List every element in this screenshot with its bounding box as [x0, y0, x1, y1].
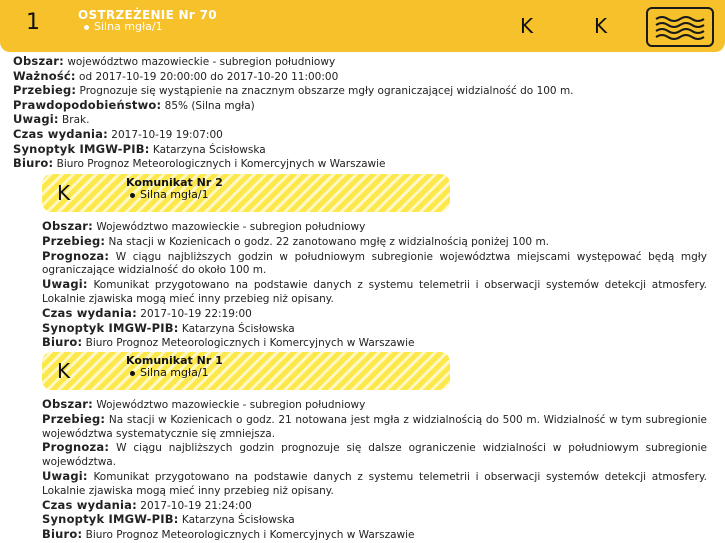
warning-details [13, 55, 707, 172]
header-k-icon-1[interactable]: K [520, 14, 534, 38]
kom2-czas-wydania: Czas wydania: 2017-10-19 22:19:00 [42, 305, 252, 320]
komunikat-k-icon: K [57, 359, 71, 383]
warning-level: 1 [26, 10, 40, 35]
warning-subtitle [84, 20, 163, 33]
komunikat-details-1 [42, 398, 707, 543]
detail-czas-wydania: Czas wydania: 2017-10-19 19:07:00 [13, 126, 223, 141]
komunikat-title: Komunikat Nr 2 [126, 176, 223, 189]
kom1-obszar: Obszar: Województwo mazowieckie - subregion południowy [42, 397, 366, 411]
bullet-icon [130, 371, 135, 376]
kom1-biuro: Biuro: Biuro Prognoz Meteorologicznych i Komercyjnych w Warszawie [42, 527, 415, 542]
warning-title: OSTRZEŻENIE Nr 70 [78, 8, 217, 22]
kom2-prognoza: Prognoza: W ciągu najbliższych godzin w południowym subregionie województwa miejscami występować będą mgły ograniczające widzialność do około 100 m. [42, 248, 707, 277]
kom2-synoptyk: Synoptyk IMGW-PIB: Katarzyna Ścisłowska [42, 320, 295, 335]
detail-prawdopodobienstwo: Prawdopodobieństwo: 85% (Silna mgła) [13, 97, 255, 112]
komunikat-details-2 [42, 220, 707, 351]
detail-uwagi: Uwagi: Brak. [13, 112, 90, 127]
detail-biuro: Biuro: Biuro Prognoz Meteorologicznych i Komercyjnych w Warszawie [13, 156, 386, 171]
detail-obszar: Obszar: województwo mazowieckie - subregion południowy [13, 54, 336, 68]
komunikat-header-1[interactable] [42, 352, 450, 390]
kom1-przebieg: Przebieg: Na stacji w Kozienicach o godz. 21 notowana jest mgła z widzialnością do 500 m. Widzialność w tym subregionie województwa systematycznie się zmniejsza. [42, 411, 707, 440]
bullet-icon [84, 25, 89, 30]
kom2-uwagi: Uwagi: Komunikat przygotowano na podstawie danych z systemu telemetrii i obserwacji systemów detekcji atmosfery. Lokalnie zjawiska mogą mieć inny przebieg niż opisany. [42, 277, 707, 305]
kom1-synoptyk: Synoptyk IMGW-PIB: Katarzyna Ścisłowska [42, 512, 295, 527]
komunikat-k-icon: K [57, 181, 71, 205]
komunikat-header-2[interactable] [42, 174, 450, 212]
komunikat-subtitle: Silna mgła/1 [130, 188, 209, 201]
bullet-icon [130, 193, 135, 198]
komunikat-title: Komunikat Nr 1 [126, 354, 223, 367]
detail-waznosc: Ważność: od 2017-10-19 20:00:00 do 2017-10-20 11:00:00 [13, 68, 339, 83]
waves-menu-icon [652, 13, 708, 41]
detail-przebieg: Przebieg: Prognozuje się wystąpienie na znacznym obszarze mgły ograniczającej widzialność do 100 m. [13, 83, 574, 98]
warning-subtitle-text: Silna mgła/1 [94, 20, 163, 33]
komunikat-subtitle: Silna mgła/1 [130, 366, 209, 379]
detail-synoptyk: Synoptyk IMGW-PIB: Katarzyna Ścisłowska [13, 141, 266, 156]
kom1-prognoza: Prognoza: W ciągu najbliższych godzin prognozuje się dalsze ograniczenie widzialności w południowym subregionie województwa. [42, 440, 707, 469]
menu-button[interactable] [646, 7, 714, 47]
kom2-obszar: Obszar: Województwo mazowieckie - subregion południowy [42, 219, 366, 233]
kom2-przebieg: Przebieg: Na stacji w Kozienicach o godz. 22 zanotowano mgłę z widzialnością poniżej 100 m. [42, 233, 550, 248]
kom1-uwagi: Uwagi: Komunikat przygotowano na podstawie danych z systemu telemetrii i obserwacji systemów detekcji atmosfery. Lokalnie zjawiska mogą mieć inny przebieg niż opisany. [42, 468, 707, 497]
kom2-biuro: Biuro: Biuro Prognoz Meteorologicznych i Komercyjnych w Warszawie [42, 335, 415, 350]
header-k-icon-2[interactable]: K [594, 14, 608, 38]
warning-header [0, 0, 725, 52]
kom1-czas-wydania: Czas wydania: 2017-10-19 21:24:00 [42, 497, 252, 512]
